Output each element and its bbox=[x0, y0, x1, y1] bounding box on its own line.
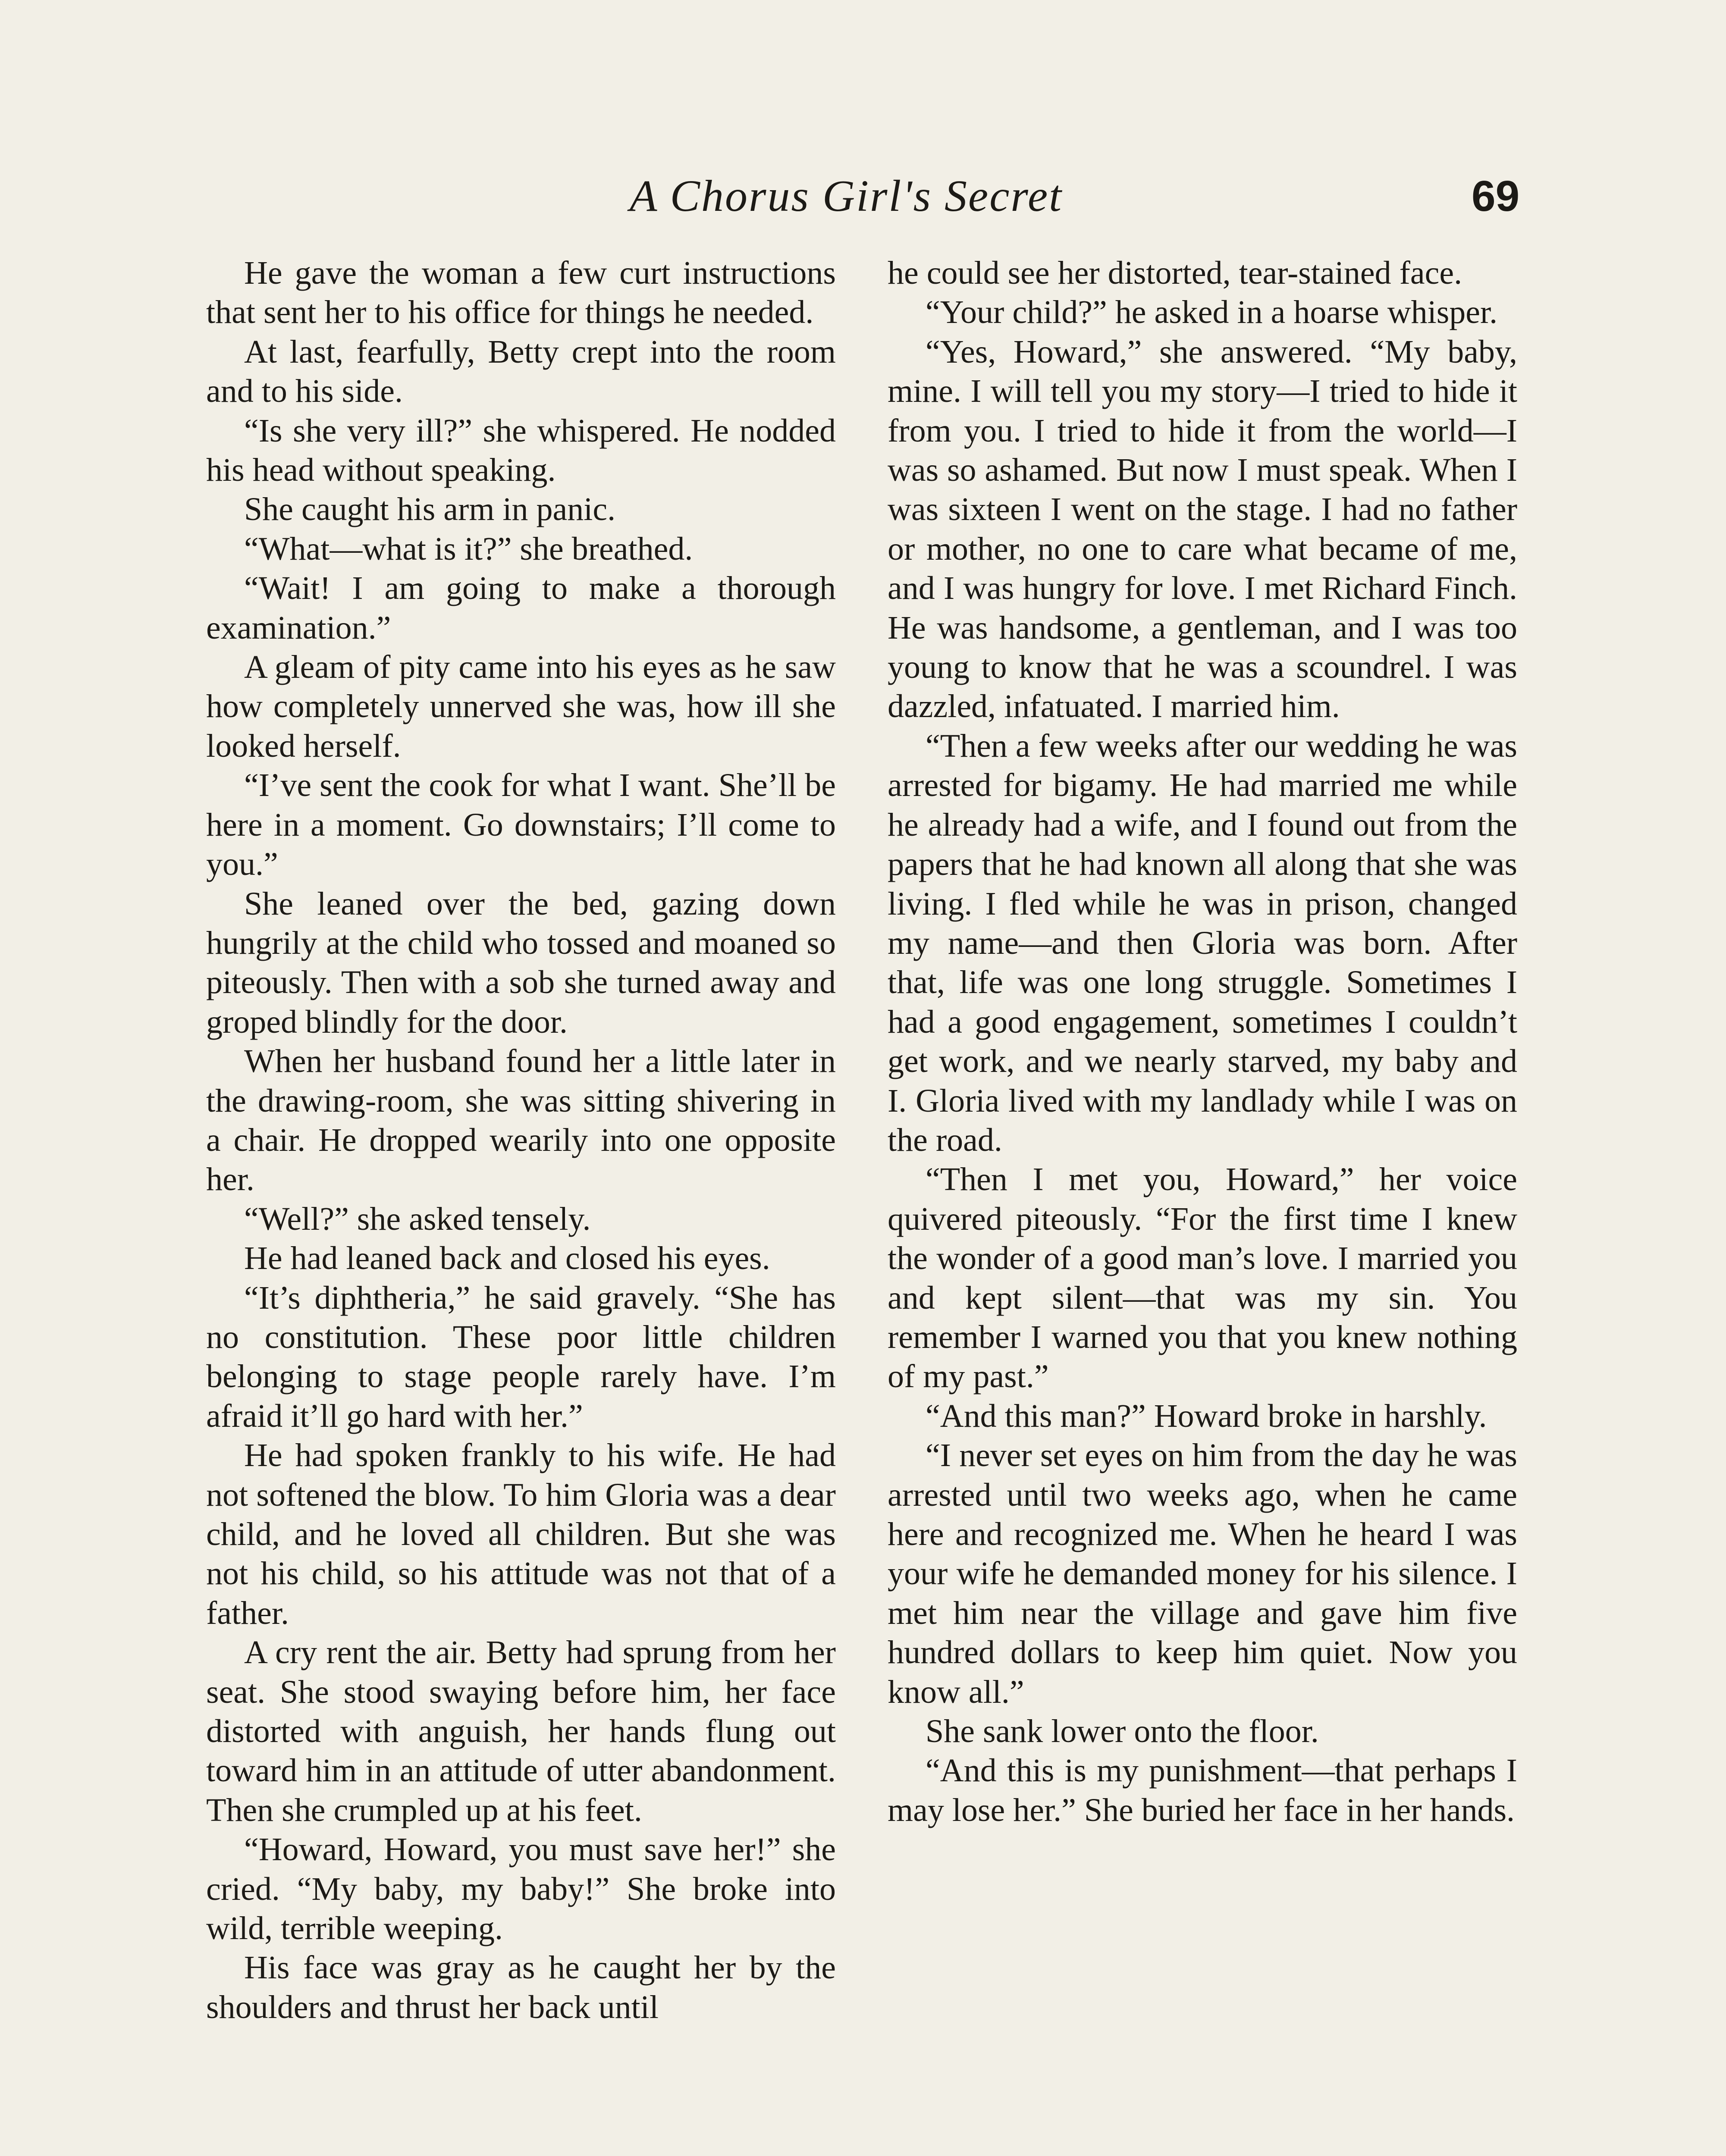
page-number: 69 bbox=[1472, 172, 1520, 220]
paragraph: “I’ve sent the cook for what I want. She’ll be here in a moment. Go downstairs; I’ll come to you.” bbox=[206, 767, 836, 883]
paragraph: “And this is my punishment—that perhaps I may lose her.” She buried her face in her hands. bbox=[888, 1752, 1517, 1828]
paragraph: She leaned over the bed, gazing down hungrily at the child who tossed and moaned so piteously. Then with a sob she turned away and groped blindly for the door. bbox=[206, 885, 836, 1040]
paragraph: A cry rent the air. Betty had sprung from her seat. She stood swaying before him, her face distorted with anguish, her hands flung out toward him in an attitude of utter abandonment. Then she crumpled up at his feet. bbox=[206, 1634, 836, 1828]
running-title: A Chorus Girl's Secret bbox=[630, 171, 1063, 221]
paragraph: “What—what is it?” she breathed. bbox=[244, 530, 693, 567]
left-column bbox=[206, 254, 836, 2027]
running-head bbox=[0, 166, 1726, 226]
paragraph: He had spoken frankly to his wife. He had not softened the blow. To him Gloria was a dear child, and he loved all children. But she was not his child, so his attitude was not that of a father. bbox=[206, 1437, 836, 1631]
paragraph: “Howard, Howard, you must save her!” she cried. “My baby, my baby!” She broke into wild, terrible weeping. bbox=[206, 1831, 836, 1947]
paragraph: “Your child?” he asked in a hoarse whisper. bbox=[926, 294, 1498, 331]
right-column bbox=[888, 254, 1517, 1830]
paragraph: He had leaned back and closed his eyes. bbox=[244, 1240, 770, 1277]
paragraph: “Yes, Howard,” she answered. “My baby, mine. I will tell you my story—I tried to hide it from you. I tried to hide it from the world—I was so ashamed. But now I must speak. When I was sixteen I went on the stage. I had no father or mother, no one to care what became of me, and I was hungry for love. I met Richard Finch. He was handsome, a gentleman, and I was too young to know that he was a scoundrel. I was dazzled, infatuated. I married him. bbox=[888, 333, 1517, 725]
paragraph: “And this man?” Howard broke in harshly. bbox=[926, 1398, 1487, 1434]
paragraph: “It’s diphtheria,” he said gravely. “She has no constitution. These poor little children belonging to stage people rarely have. I’m afraid it’ll go hard with her.” bbox=[206, 1279, 836, 1434]
paragraph: “Well?” she asked tensely. bbox=[244, 1200, 591, 1237]
paragraph: A gleam of pity came into his eyes as he saw how completely unnerved she was, how ill she looked herself. bbox=[206, 649, 836, 764]
paragraph: At last, fearfully, Betty crept into the room and to his side. bbox=[206, 333, 836, 410]
paragraph: “Wait! I am going to make a thorough examination.” bbox=[206, 570, 836, 646]
paragraph-continuation: he could see her distorted, tear-stained face. bbox=[888, 255, 1462, 291]
paragraph: He gave the woman a few curt instructions that sent her to his office for things he needed. bbox=[206, 255, 836, 331]
paragraph: “Then I met you, Howard,” her voice quivered piteously. “For the first time I knew the wonder of a good man’s love. I married you and kept silent—that was my sin. You remember I warned you that you knew nothing of my past.” bbox=[888, 1161, 1517, 1395]
paragraph: When her husband found her a little later in the drawing-room, she was sitting shivering in a chair. He dropped wearily into one opposite her. bbox=[206, 1043, 836, 1198]
paragraph: His face was gray as he caught her by the shoulders and thrust her back until bbox=[206, 1949, 836, 2025]
paragraph: “Is she very ill?” she whispered. He nodded his head without speaking. bbox=[206, 412, 836, 489]
paragraph: “Then a few weeks after our wedding he was arrested for bigamy. He had married me while he already had a wife, and I found out from the papers that he had known all along that she was living. I fled while he was in prison, changed my name—and then Gloria was born. After that, life was one long struggle. Sometimes I had a good engagement, sometimes I couldn’t get work, and we nearly starved, my baby and I. Gloria lived with my landlady while I was on the road. bbox=[888, 727, 1517, 1158]
paragraph: She caught his arm in panic. bbox=[244, 491, 616, 528]
paragraph: “I never set eyes on him from the day he was arrested until two weeks ago, when he came here and recognized me. When he heard I was your wife he demanded money for his silence. I met him near the village and gave him five hundred dollars to keep him quiet. Now you know all.” bbox=[888, 1437, 1517, 1710]
paragraph: She sank lower onto the floor. bbox=[926, 1713, 1319, 1750]
